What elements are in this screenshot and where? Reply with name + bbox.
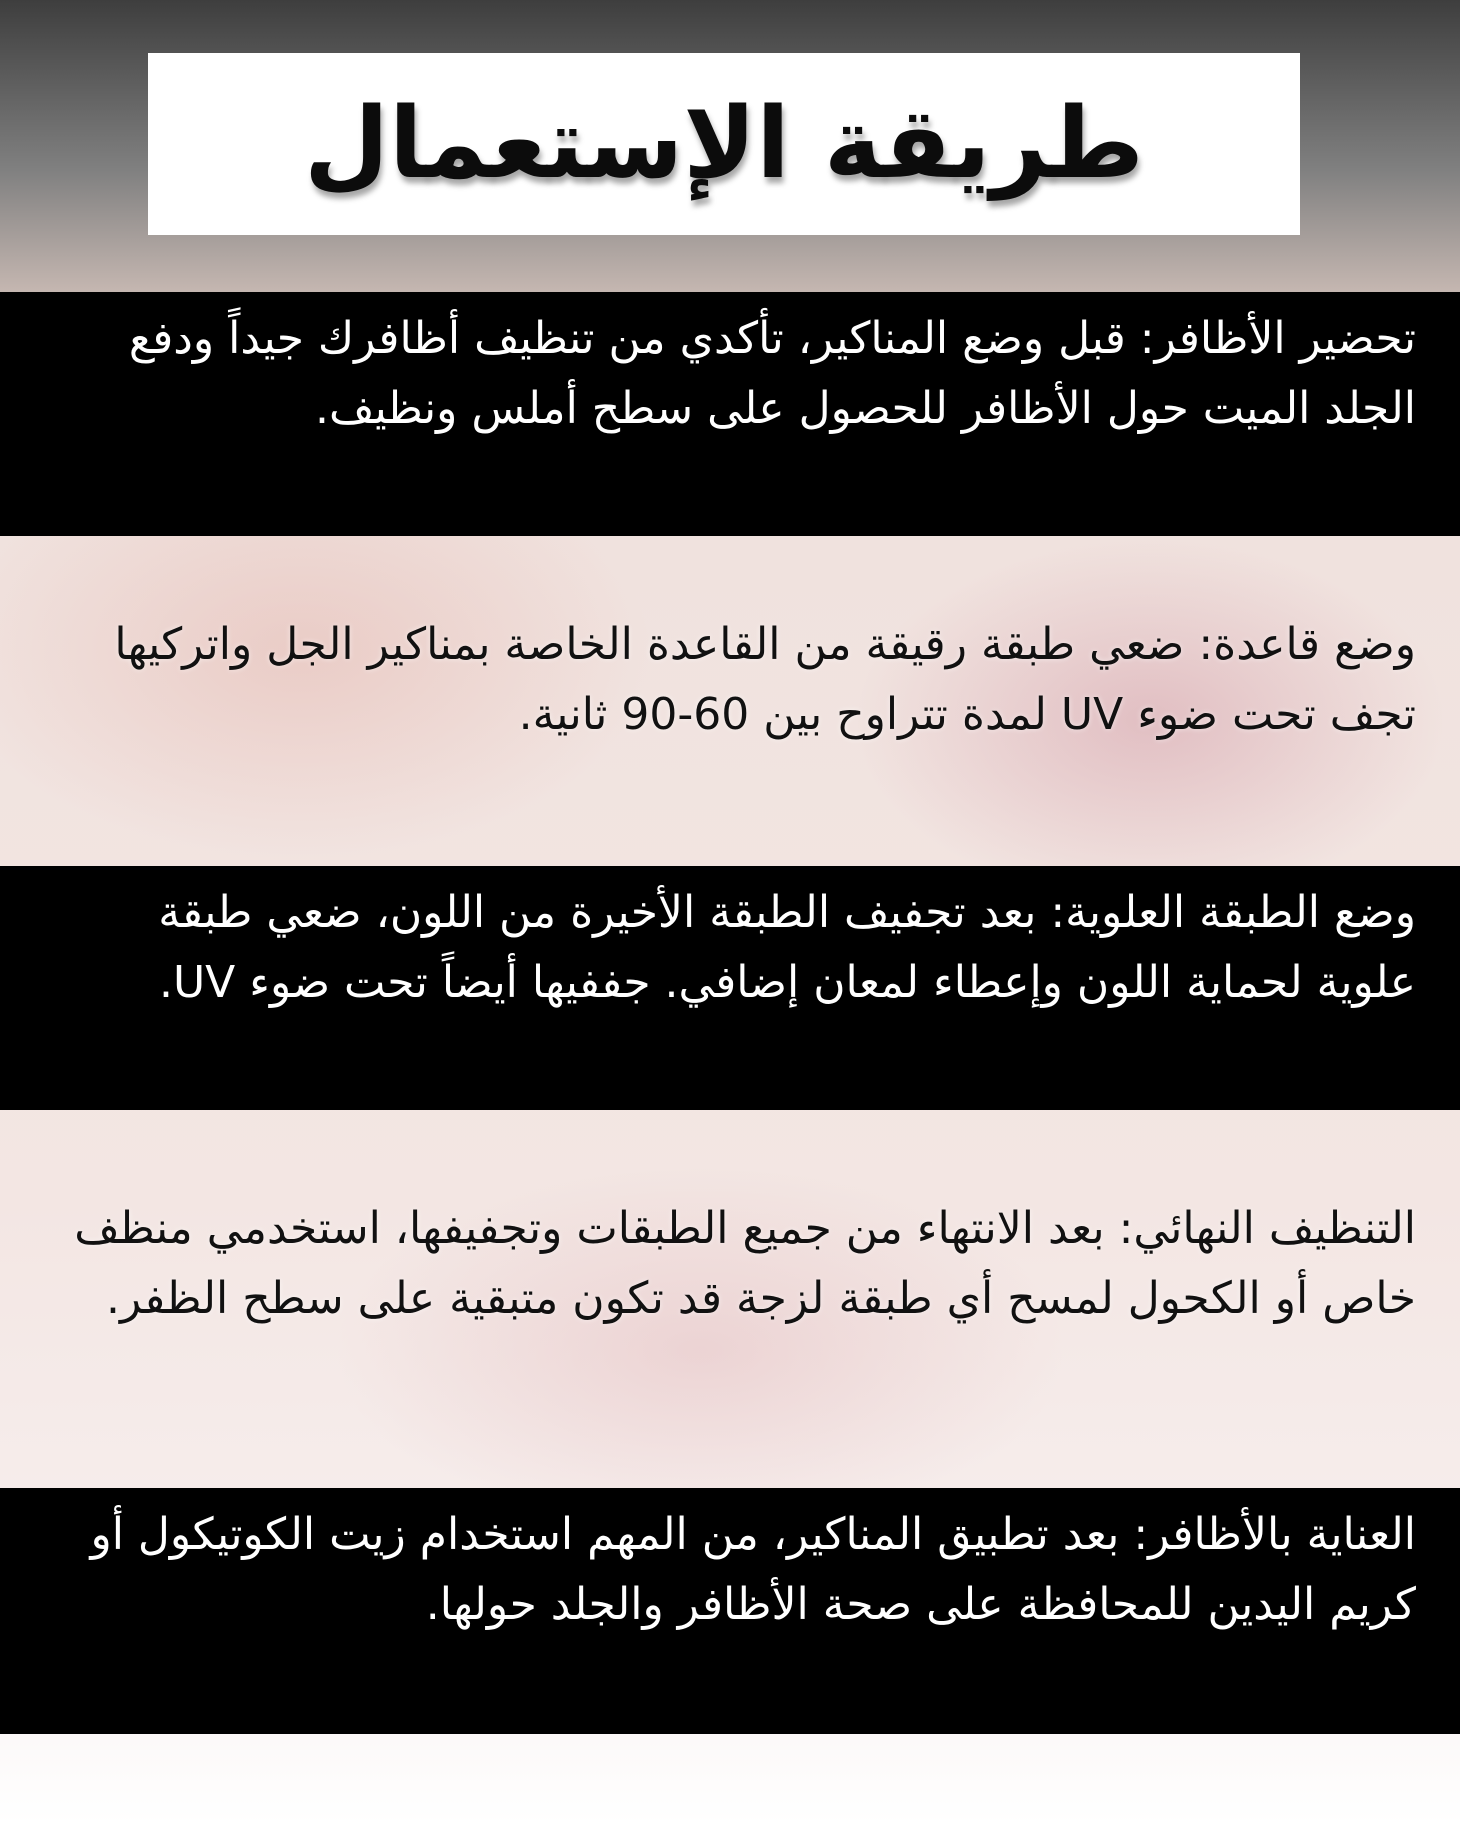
step-band-2 (0, 536, 1460, 866)
step-2-text: وضع قاعدة: ضعي طبقة رقيقة من القاعدة الخاصة بمناكير الجل واتركيها تجف تحت ضوء UV لمدة تتراوح بين 60-90 ثانية. (114, 619, 1416, 740)
step-band-1 (0, 292, 1460, 536)
step-band-4 (0, 1110, 1460, 1488)
step-1-text: تحضير الأظافر: قبل وضع المناكير، تأكدي من تنظيف أظافرك جيداً ودفع الجلد الميت حول الأظافر للحصول على سطح أملس ونظيف. (128, 313, 1416, 434)
step-3-text: وضع الطبقة العلوية: بعد تجفيف الطبقة الأخيرة من اللون، ضعي طبقة علوية لحماية اللون وإعطاء لمعان إضافي. جففيها أيضاً تحت ضوء UV. (158, 887, 1416, 1008)
step-band-5 (0, 1488, 1460, 1734)
step-band-3 (0, 866, 1460, 1110)
step-4-text: التنظيف النهائي: بعد الانتهاء من جميع الطبقات وتجفيفها، استخدمي منظف خاص أو الكحول لمسح أي طبقة لزجة قد تكون متبقية على سطح الظفر. (74, 1203, 1416, 1324)
step-5-text: العناية بالأظافر: بعد تطبيق المناكير، من المهم استخدام زيت الكوتيكول أو كريم اليدين للمحافظة على صحة الأظافر والجلد حولها. (90, 1509, 1416, 1630)
page-title: طريقة الإستعمال (304, 87, 1144, 201)
title-box (148, 53, 1300, 235)
